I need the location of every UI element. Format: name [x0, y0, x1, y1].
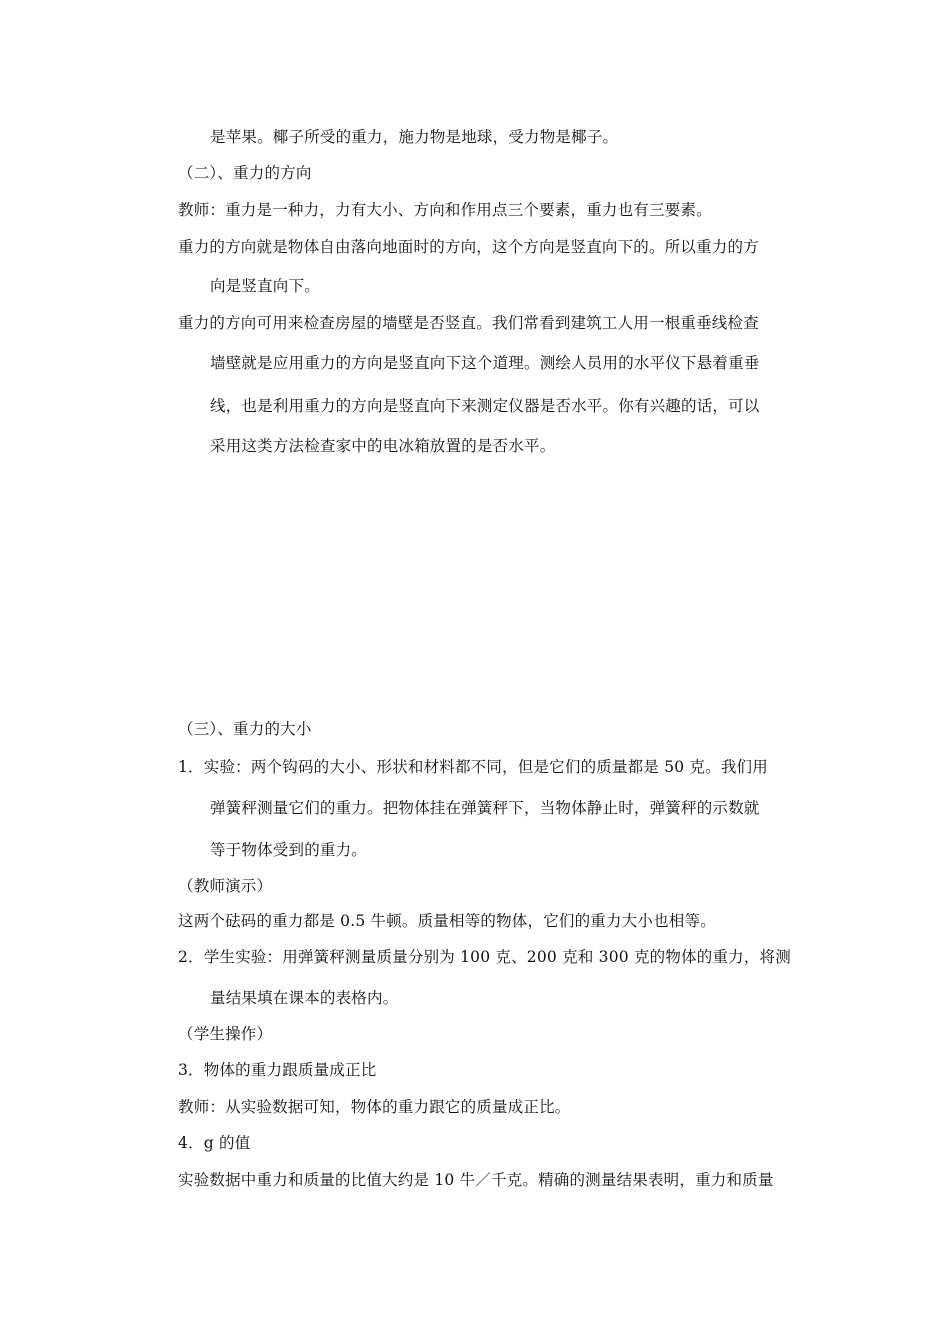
paragraph-teacher-three-elements: 教师：重力是一种力，力有大小、方向和作用点三个要素，重力也有三要素。: [178, 201, 712, 219]
paragraph-plumb-line-1: 重力的方向可用来检查房屋的墙壁是否竖直。我们常看到建筑工人用一根重垂线检查: [178, 314, 759, 332]
list-item-3: 3．物体的重力跟质量成正比: [178, 1061, 377, 1079]
section-heading-direction: （二）、重力的方向: [178, 164, 312, 182]
paragraph-carryover: 是苹果。椰子所受的重力，施力物是地球，受力物是椰子。: [210, 128, 619, 146]
paragraph-g-value: 实验数据中重力和质量的比值大约是 10 牛／千克。精确的测量结果表明，重力和质量: [178, 1171, 774, 1189]
paragraph-direction-line-1: 重力的方向就是物体自由落向地面时的方向，这个方向是竖直向下的。所以重力的方: [178, 238, 759, 256]
paragraph-demo-result: 这两个砝码的重力都是 0.5 牛顿。质量相等的物体，它们的重力大小也相等。: [178, 912, 716, 930]
paragraph-teacher-proportional: 教师：从实验数据可知，物体的重力跟它的质量成正比。: [178, 1098, 571, 1116]
list-item-2-line-2: 量结果填在课本的表格内。: [210, 989, 399, 1007]
paragraph-plumb-line-3: 线，也是利用重力的方向是竖直向下来测定仪器是否水平。你有兴趣的话，可以: [210, 397, 760, 415]
paragraph-plumb-line-2: 墙壁就是应用重力的方向是竖直向下这个道理。测绘人员用的水平仪下悬着重垂: [210, 354, 760, 372]
list-item-1-line-2: 弹簧秤测量它们的重力。把物体挂在弹簧秤下，当物体静止时，弹簧秤的示数就: [210, 799, 760, 817]
list-item-2-line-1: 2．学生实验：用弹簧秤测量质量分别为 100 克、200 克和 300 克的物体的重力，将测: [178, 948, 791, 966]
section-heading-magnitude: （三）、重力的大小: [178, 720, 312, 738]
list-item-4: 4．g 的值: [178, 1134, 251, 1152]
note-student-operation: （学生操作）: [178, 1025, 273, 1043]
note-teacher-demo: （教师演示）: [178, 877, 273, 895]
paragraph-plumb-line-4: 采用这类方法检查家中的电冰箱放置的是否水平。: [210, 437, 556, 455]
list-item-1-line-3: 等于物体受到的重力。: [210, 841, 368, 859]
paragraph-direction-line-2: 向是竖直向下。: [210, 277, 320, 295]
list-item-1-line-1: 1．实验：两个钩码的大小、形状和材料都不同，但是它们的质量都是 50 克。我们用: [178, 758, 768, 776]
